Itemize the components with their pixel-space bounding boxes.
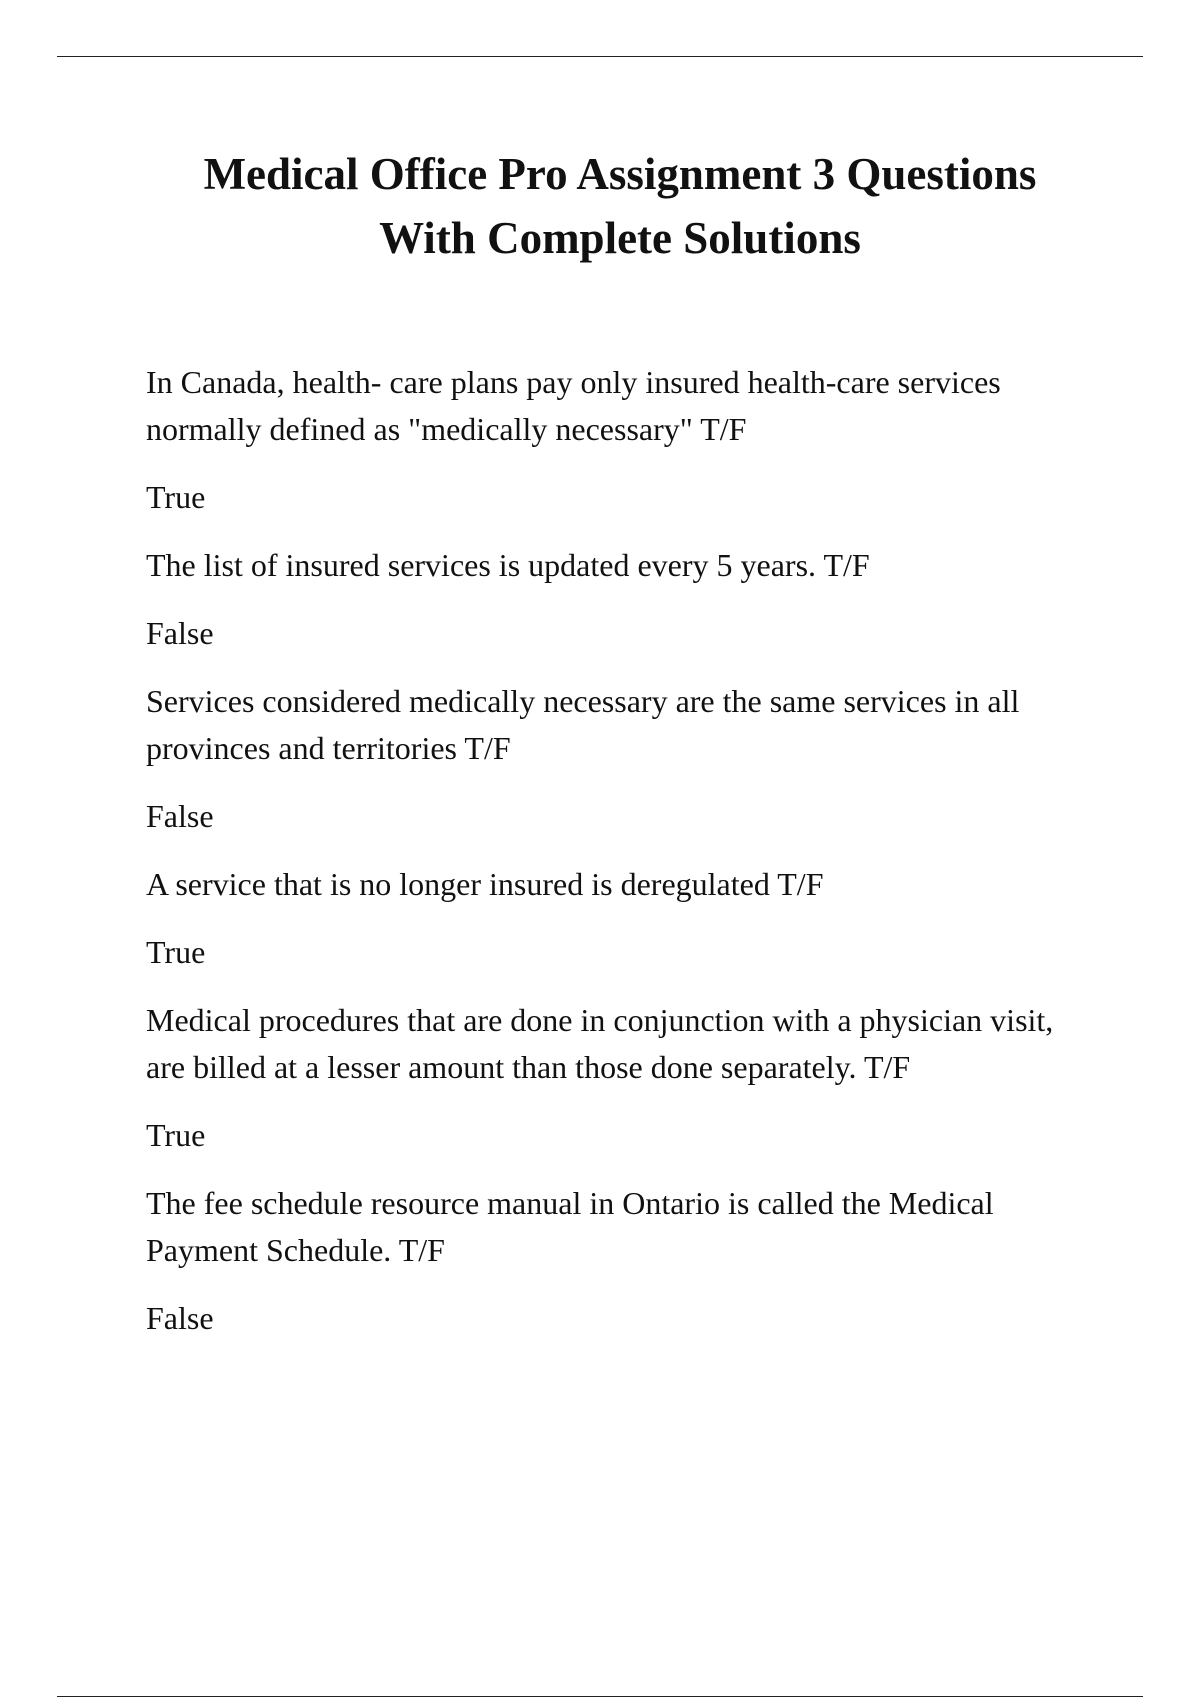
answer-1: True: [146, 479, 206, 515]
question-2: The list of insured services is updated every 5 years. T/F: [146, 547, 870, 583]
answer-4: True: [146, 934, 206, 970]
question-3: Services considered medically necessary are the same services in all provinces and territories T/F: [146, 683, 1020, 766]
document-title: [120, 142, 1120, 270]
question-6: The fee schedule resource manual in Ontario is called the Medical Payment Schedule. T/F: [146, 1185, 994, 1268]
answer-2: False: [146, 615, 214, 651]
question-4: A service that is no longer insured is deregulated T/F: [146, 866, 824, 902]
question-1: In Canada, health- care plans pay only insured health-care services normally defined as "medically necessary" T/F: [146, 364, 1001, 447]
qa-list: [146, 359, 1086, 1363]
title-line-1: Medical Office Pro Assignment 3 Questions: [203, 149, 1037, 199]
header-rule: [57, 56, 1143, 57]
footer-rule: [57, 1696, 1143, 1697]
question-5: Medical procedures that are done in conjunction with a physician visit, are billed at a lesser amount than those done separately. T/F: [146, 1002, 1054, 1085]
answer-6: False: [146, 1300, 214, 1336]
title-line-2: With Complete Solutions: [379, 213, 861, 263]
answer-3: False: [146, 798, 214, 834]
answer-5: True: [146, 1117, 206, 1153]
